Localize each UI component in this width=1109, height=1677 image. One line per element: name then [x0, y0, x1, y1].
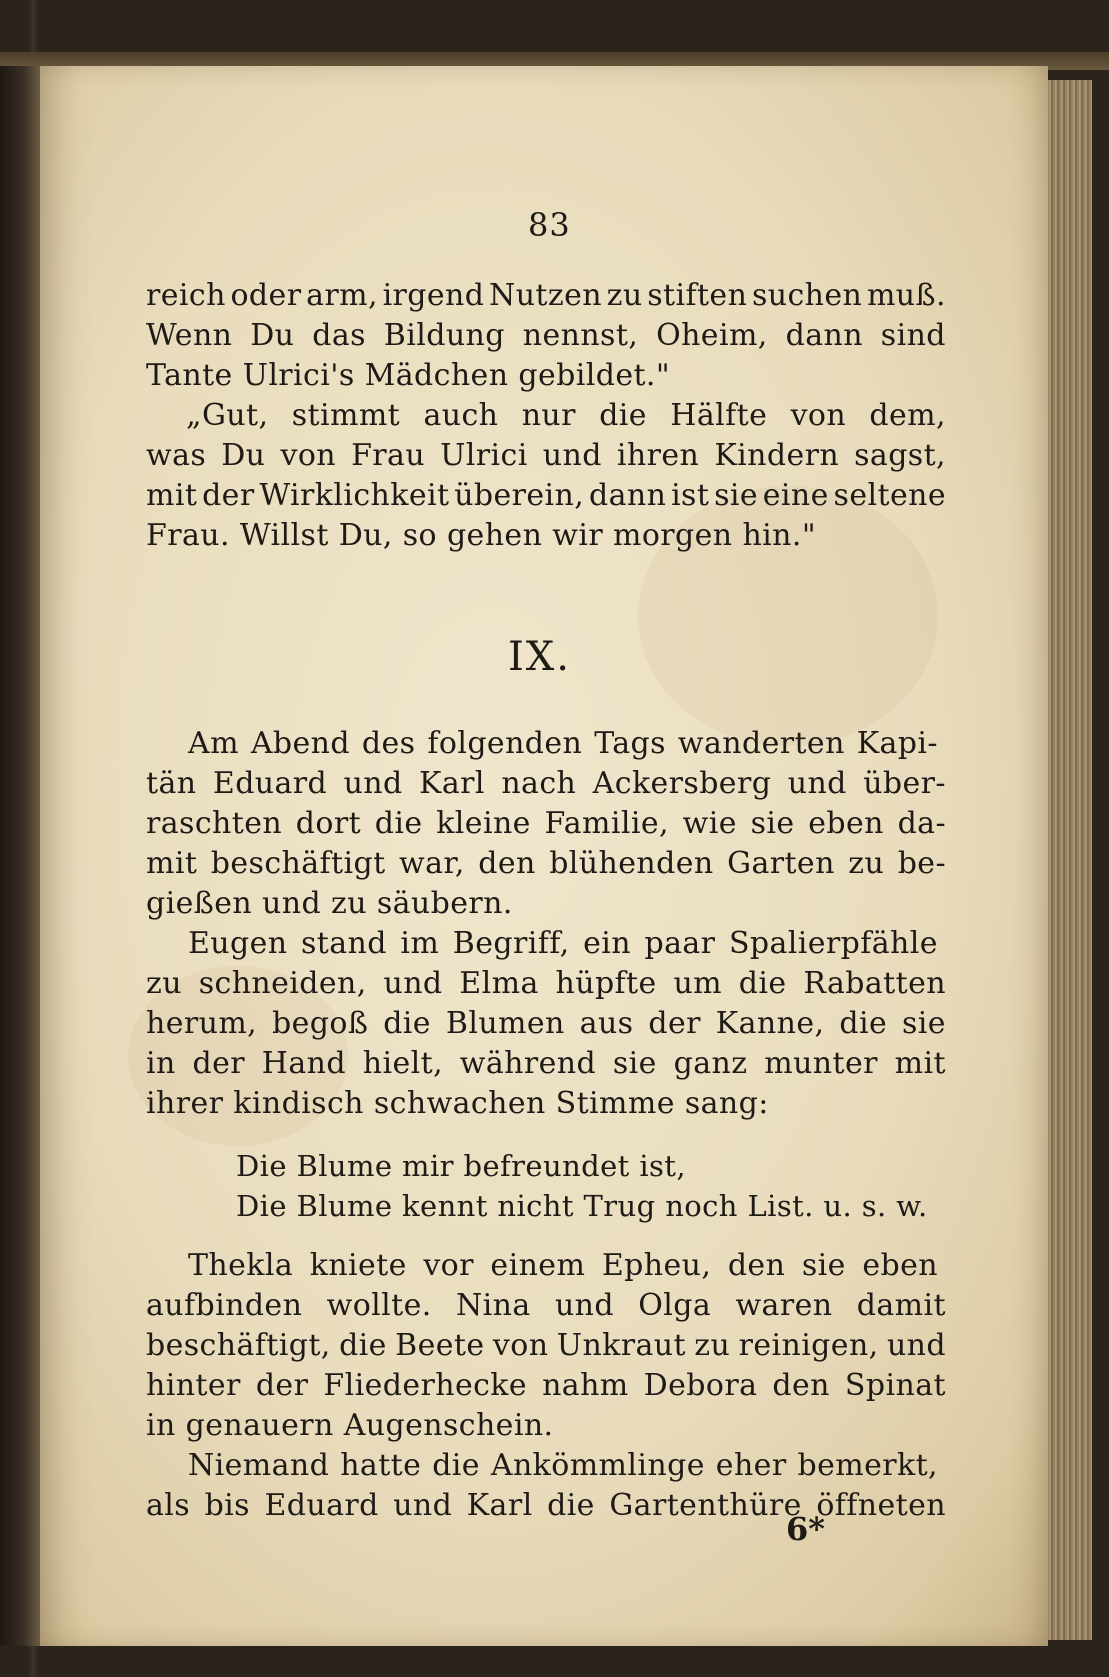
text-line: Niemand hatte die Ankömmlinge eher bemerkt,: [188, 1448, 938, 1483]
text-line: raschten dort die kleine Familie, wie sie eben da-: [146, 806, 946, 841]
text-line: Am Abend des folgenden Tags wanderten Kapi-: [188, 726, 938, 761]
text-line: zu schneiden, und Elma hüpfte um die Rabatten: [146, 966, 946, 1001]
text-line: Eugen stand im Begriff, ein paar Spalierpfähle: [188, 926, 938, 961]
chapter-heading: IX.: [508, 634, 571, 680]
verse-line: Die Blume kennt nicht Trug noch List. u. s. w.: [236, 1189, 928, 1223]
text-line: was Du von Frau Ulrici und ihren Kindern sagst,: [146, 438, 946, 473]
text-line: beschäftigt, die Beete von Unkraut zu reinigen, und: [146, 1328, 946, 1363]
page-content: [38, 66, 1048, 1646]
text-line: Tante Ulrici's Mädchen gebildet.": [146, 358, 671, 393]
text-line: mit der Wirklichkeit überein, dann ist sie eine seltene: [146, 478, 946, 513]
text-line: Thekla kniete vor einem Epheu, den sie eben: [188, 1248, 938, 1283]
text-line: mit beschäftigt war, den blühenden Garten zu be-: [146, 846, 946, 881]
text-line: herum, begoß die Blumen aus der Kanne, die sie: [146, 1006, 946, 1041]
text-line: gießen und zu säubern.: [146, 886, 513, 921]
signature-mark: 6*: [786, 1510, 825, 1548]
text-line: als bis Eduard und Karl die Gartenthüre öffneten: [146, 1488, 946, 1523]
text-line: aufbinden wollte. Nina und Olga waren damit: [146, 1288, 946, 1323]
text-line: hinter der Fliederhecke nahm Debora den Spinat: [146, 1368, 946, 1403]
text-line: tän Eduard und Karl nach Ackersberg und über-: [146, 766, 946, 801]
text-line: Wenn Du das Bildung nennst, Oheim, dann sind: [146, 318, 946, 353]
text-line: in der Hand hielt, während sie ganz munter mit: [146, 1046, 946, 1081]
spine-shadow: [0, 66, 40, 1646]
text-line: Frau. Willst Du, so gehen wir morgen hin.": [146, 518, 817, 553]
verse-line: Die Blume mir befreundet ist,: [236, 1149, 686, 1183]
text-line: „Gut, stimmt auch nur die Hälfte von dem,: [186, 398, 946, 433]
page-number: 83: [528, 206, 571, 244]
book-page: [38, 66, 1048, 1646]
text-line: ihrer kindisch schwachen Stimme sang:: [146, 1086, 769, 1121]
text-line: reich oder arm, irgend Nutzen zu stiften suchen muß.: [146, 278, 946, 313]
text-line: in genauern Augenschein.: [146, 1408, 554, 1443]
